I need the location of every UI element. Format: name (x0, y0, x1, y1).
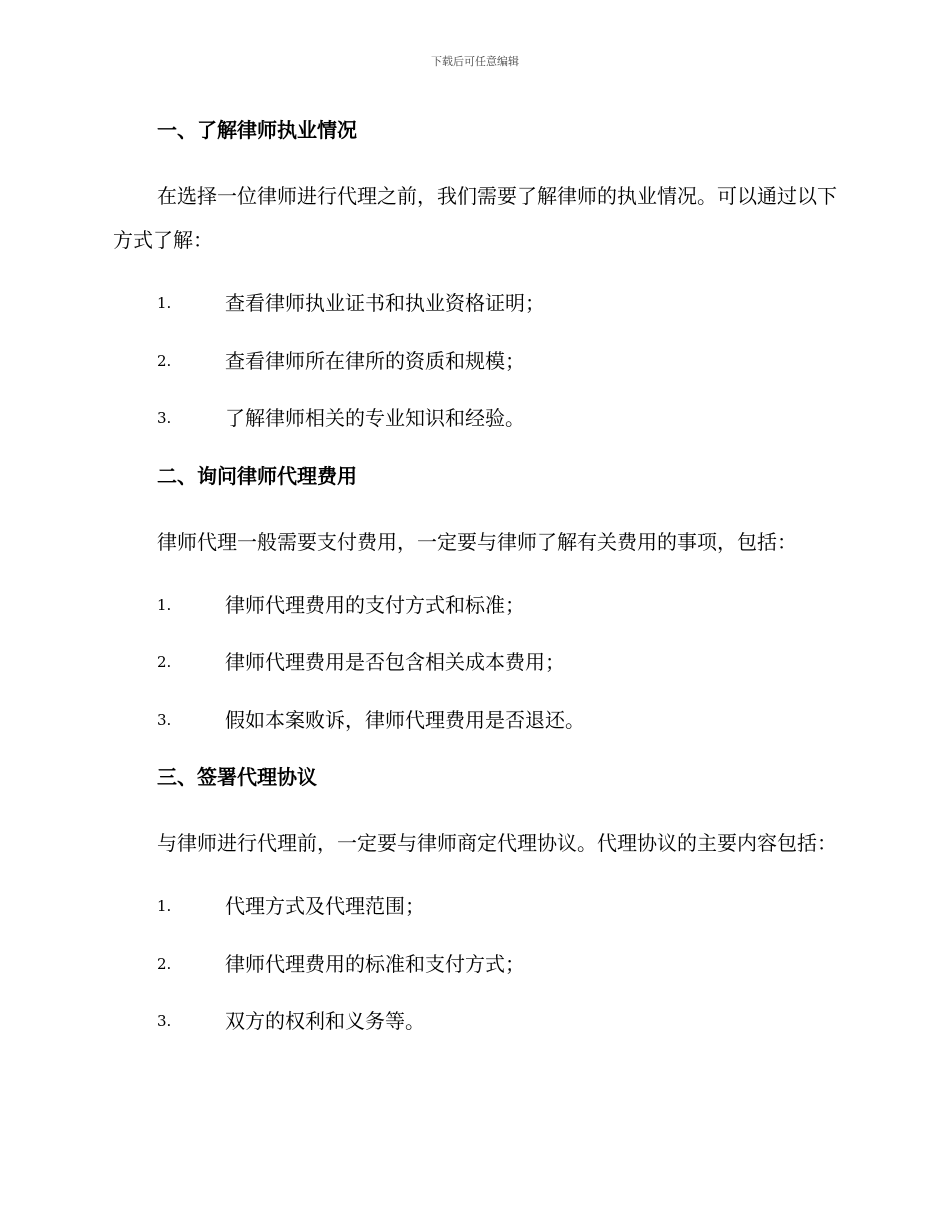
list-item (113, 948, 838, 1006)
list-item-number: 3. (157, 710, 172, 729)
list-item-number: 1. (157, 294, 172, 312)
section-title: 三、签署代理协议 (157, 765, 317, 789)
list-item-number: 2. (157, 653, 172, 671)
list-item-number: 1. (157, 595, 172, 614)
list-item (113, 1005, 838, 1063)
list-item (113, 890, 838, 948)
section-2 (113, 460, 838, 762)
list-item-text: 律师代理费用的支付方式和标准； (225, 592, 525, 617)
list-item-number: 3. (157, 409, 172, 427)
numbered-list (113, 589, 838, 762)
list-item (113, 704, 838, 762)
numbered-list (113, 890, 838, 1063)
list-item (113, 589, 838, 647)
list-item-text: 律师代理费用是否包含相关成本费用； (225, 650, 565, 674)
list-item-text: 双方的权利和义务等。 (225, 1009, 425, 1033)
list-item (113, 345, 838, 403)
list-item-number: 3. (157, 1012, 172, 1030)
list-item-number: 2. (157, 351, 172, 370)
section-title: 一、了解律师执业情况 (157, 118, 357, 142)
section-paragraph: 与律师进行代理前，一定要与律师商定代理协议。代理协议的主要内容包括： (157, 831, 837, 855)
section-paragraph: 在选择一位律师进行代理之前，我们需要了解律师的执业情况。可以通过以下方式了解： (113, 184, 837, 252)
list-item-number: 1. (157, 897, 172, 915)
list-item (113, 646, 838, 704)
section-title: 二、询问律师代理费用 (157, 463, 357, 488)
list-item-text: 查看律师执业证书和执业资格证明； (225, 291, 545, 315)
list-item (113, 287, 838, 345)
list-item-text: 律师代理费用的标准和支付方式； (225, 951, 525, 976)
header-note: 下载后可任意编辑 (431, 55, 519, 68)
section-paragraph: 律师代理一般需要支付费用，一定要与律师了解有关费用的事项，包括： (157, 529, 797, 554)
list-item-number: 2. (157, 954, 172, 973)
section-3 (113, 761, 838, 1063)
section-1 (113, 114, 838, 460)
numbered-list (113, 287, 838, 460)
document-body (113, 114, 838, 1063)
list-item-text: 查看律师所在律所的资质和规模； (225, 348, 525, 373)
list-item-text: 代理方式及代理范围； (225, 894, 425, 918)
list-item-text: 假如本案败诉，律师代理费用是否退还。 (225, 707, 585, 732)
list-item (113, 402, 838, 460)
list-item-text: 了解律师相关的专业知识和经验。 (225, 406, 525, 430)
